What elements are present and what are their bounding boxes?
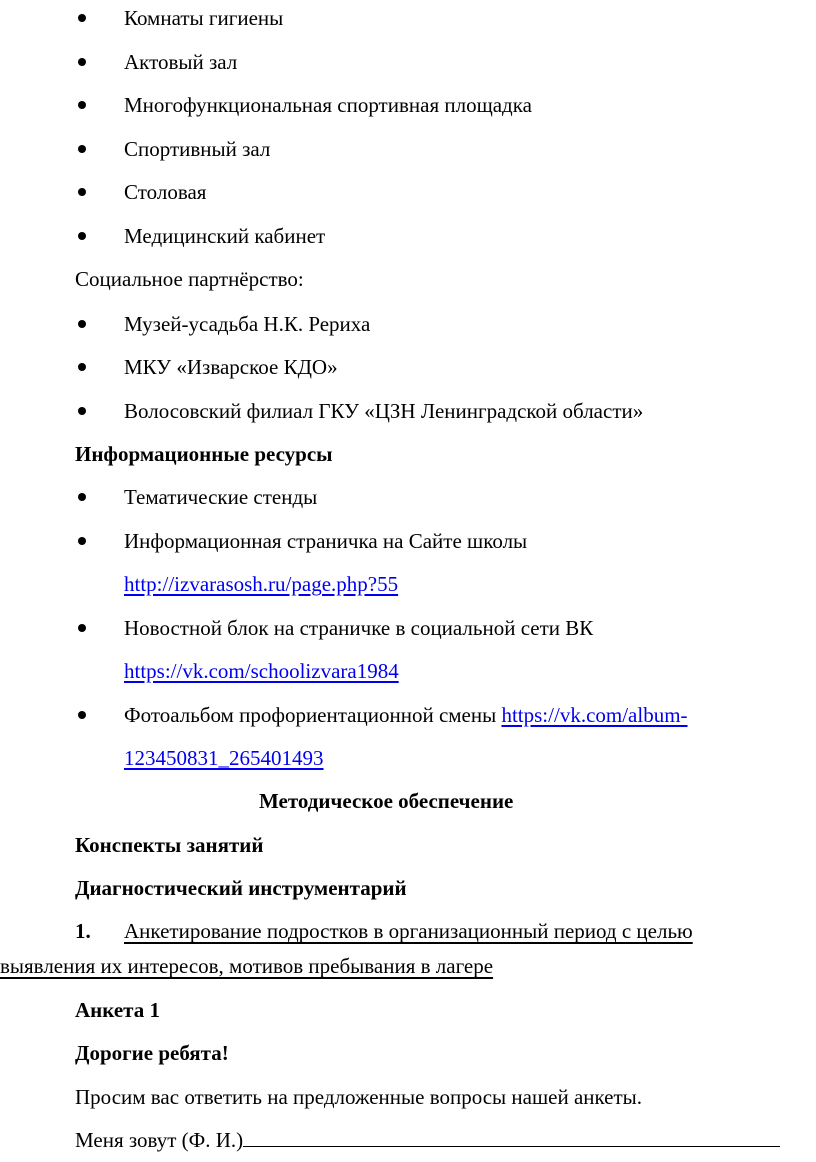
list-item: [124, 702, 688, 728]
item-number: 1.: [75, 919, 91, 943]
list-item: Новостной блок на страничке в социальной сети ВК: [124, 616, 594, 640]
name-label: Меня зовут (Ф. И.): [75, 1128, 244, 1152]
link-line: [124, 571, 398, 597]
list-item: Медицинский кабинет: [124, 224, 326, 248]
list-item: Спортивный зал: [124, 137, 271, 161]
bullet: [78, 188, 86, 196]
bullet: [78, 407, 86, 415]
section-heading: [75, 832, 264, 858]
list-item: Столовая: [124, 180, 207, 204]
bullet: [78, 363, 86, 371]
method-heading: Методическое обеспечение: [259, 789, 514, 813]
greeting: Дорогие ребята!: [75, 1041, 229, 1065]
bullet: [78, 320, 86, 328]
section-heading: [259, 788, 513, 814]
vk-group-link[interactable]: https://vk.com/schoolizvara1984: [124, 659, 399, 683]
bullet: [78, 14, 86, 22]
vk-album-link-continued[interactable]: 123450831_265401493: [124, 746, 324, 770]
name-line: [75, 1127, 780, 1153]
bullet: [78, 493, 86, 501]
survey-line-1: Анкетирование подростков в организационный период с целью: [124, 919, 693, 943]
partnership-title: Социальное партнёрство:: [75, 267, 304, 291]
anketa-title: Анкета 1: [75, 998, 160, 1022]
bullet: [78, 58, 86, 66]
request-text: Просим вас ответить на предложенные вопросы нашей анкеты.: [75, 1085, 643, 1109]
diagnostic-heading: Диагностический инструментарий: [75, 876, 407, 900]
bullet: [78, 101, 86, 109]
list-item: Тематические стенды: [124, 485, 318, 509]
bullet: [78, 711, 86, 719]
bullet: [78, 145, 86, 153]
section-heading: [75, 1040, 229, 1066]
list-item: Многофункциональная спортивная площадка: [124, 93, 532, 117]
school-site-link[interactable]: http://izvarasosh.ru/page.php?55: [124, 572, 399, 596]
link-line: [124, 745, 324, 771]
section-heading: [75, 875, 407, 901]
konspekty-heading: Конспекты занятий: [75, 833, 264, 857]
list-item: Актовый зал: [124, 50, 238, 74]
info-heading: Информационные ресурсы: [75, 442, 333, 466]
bullet: [78, 537, 86, 545]
list-item: Комнаты гигиены: [124, 6, 284, 30]
vk-album-link[interactable]: https://vk.com/album-: [501, 703, 688, 727]
album-text: Фотоальбом профориентационной смены: [124, 703, 502, 727]
link-line: [124, 658, 399, 684]
list-item: Информационная страничка на Сайте школы: [124, 529, 528, 553]
section-heading: [75, 441, 333, 467]
list-item: Музей-усадьба Н.К. Рериха: [124, 312, 371, 336]
bullet: [78, 624, 86, 632]
section-heading: [75, 997, 160, 1023]
list-number: [75, 918, 91, 944]
list-item: МКУ «Изварское КДО»: [124, 355, 338, 379]
list-item: Волосовский филиал ГКУ «ЦЗН Ленинградской области»: [124, 399, 644, 423]
name-blank[interactable]: [243, 1128, 780, 1147]
survey-line-2: выявления их интересов, мотивов пребывания в лагере: [0, 954, 494, 978]
bullet: [78, 232, 86, 240]
